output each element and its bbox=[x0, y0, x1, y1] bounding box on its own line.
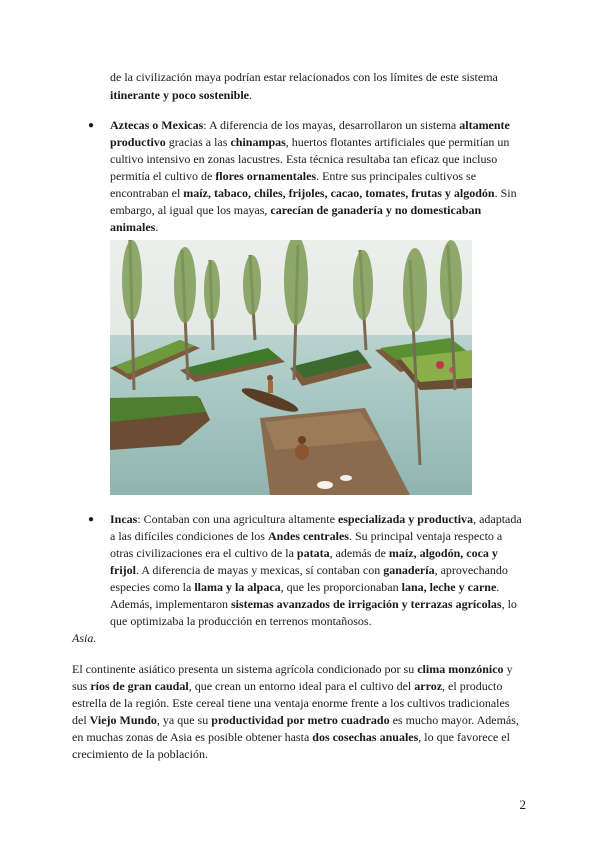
incas-line-1: Incas: Contaban con una agricultura altamente especializada y productiva, adaptada bbox=[110, 512, 522, 526]
asia-line-5: en muchas zonas de Asia es posible obtener hasta dos cosechas anuales, lo que favorece el bbox=[72, 730, 510, 744]
continuation-line-2: itinerante y poco sostenible. bbox=[110, 88, 252, 102]
asia-line-3: estrella de la región. Este cereal tiene una ventaja enorme frente a los cultivos tradicionales bbox=[72, 696, 510, 710]
incas-line-3: otras civilizaciones era el cultivo de la patata, además de maíz, algodón, coca y bbox=[110, 546, 498, 560]
incas-line-4: frijol. A diferencia de mayas y mexicas, sí contaban con ganadería, aprovechando bbox=[110, 563, 508, 577]
asia-line-4: del Viejo Mundo, ya que su productividad por metro cuadrado es mucho mayor. Además, bbox=[72, 713, 519, 727]
incas-line-2: a las difíciles condiciones de los Andes centrales. Su principal ventaja respecto a bbox=[110, 529, 503, 543]
incas-line-7: que optimizaba la producción en terrenos montañosos. bbox=[110, 614, 372, 628]
continuation-line-1: de la civilización maya podrían estar relacionados con los límites de este sistema bbox=[110, 70, 498, 84]
incas-line-5: especies como la llama y la alpaca, que les proporcionaban lana, leche y carne. bbox=[110, 580, 500, 594]
bullet-icon: ● bbox=[88, 514, 95, 525]
aztecas-line-6: embargo, al igual que los mayas, carecían de ganadería y no domesticaban bbox=[110, 203, 482, 217]
aztecas-line-7: animales. bbox=[110, 220, 159, 234]
aztecas-line-4: permitía el cultivo de flores ornamentales. Entre sus principales cultivos se bbox=[110, 169, 477, 183]
chinampas-diorama-image bbox=[110, 240, 472, 495]
page-number: 2 bbox=[519, 797, 526, 812]
aztecas-line-2: productivo gracias a las chinampas, huertos flotantes artificiales que permitían un bbox=[110, 135, 510, 149]
asia-line-2: sus ríos de gran caudal, que crean un entorno ideal para el cultivo del arroz, el producto bbox=[72, 679, 503, 693]
aztecas-line-3: cultivo intensivo en zonas lacustres. Esta técnica resultaba tan eficaz que incluso bbox=[110, 152, 498, 166]
bullet-icon: ● bbox=[88, 120, 95, 131]
asia-line-6: crecimiento de la población. bbox=[72, 747, 208, 761]
asia-heading: Asia. bbox=[72, 631, 97, 645]
asia-line-1: El continente asiático presenta un sistema agrícola condicionado por su clima monzónico y bbox=[72, 662, 513, 676]
aztecas-line-5: encontraban el maíz, tabaco, chiles, frijoles, cacao, tomates, frutas y algodón. Sin bbox=[110, 186, 517, 200]
incas-line-6: Además, implementaron sistemas avanzados de irrigación y terrazas agrícolas, lo bbox=[110, 597, 517, 611]
aztecas-line-1: Aztecas o Mexicas: A diferencia de los mayas, desarrollaron un sistema altamente bbox=[110, 118, 510, 132]
